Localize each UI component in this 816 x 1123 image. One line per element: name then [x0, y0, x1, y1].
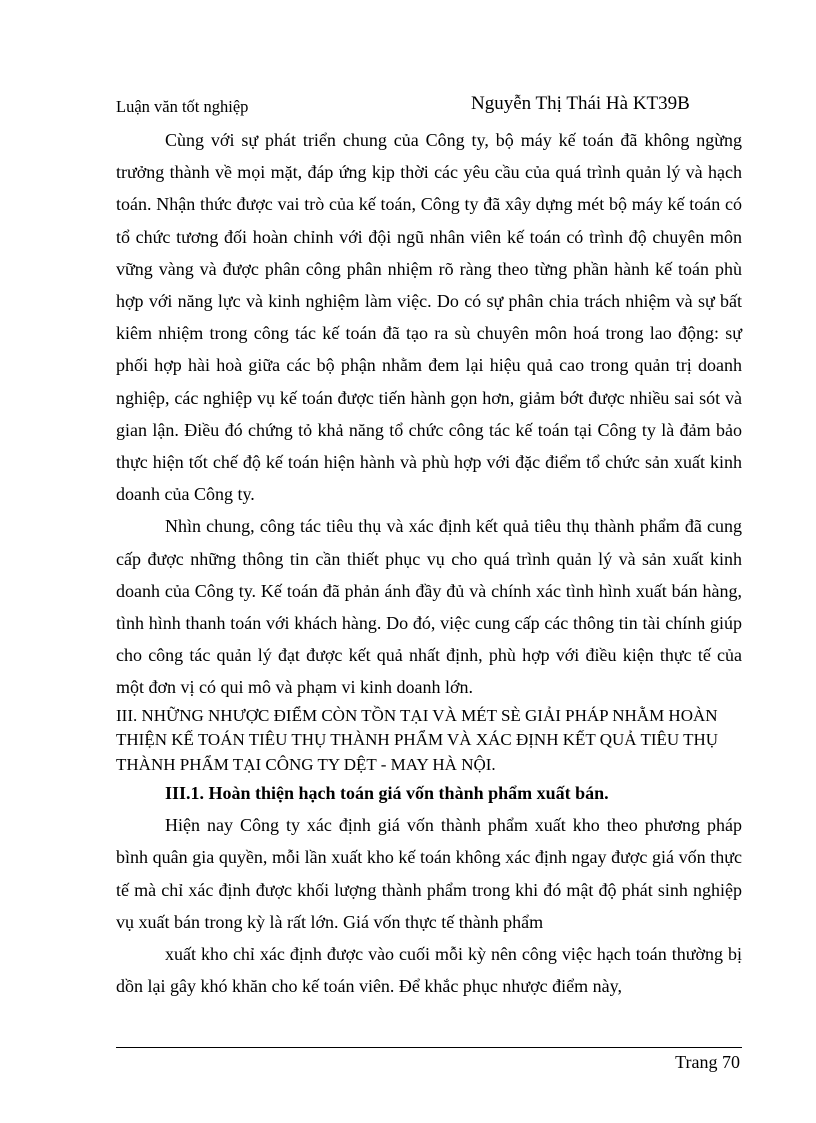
page-number: Trang 70 [675, 1052, 740, 1072]
paragraph-1: Cùng với sự phát triển chung của Công ty, bộ máy kế toán đã không ngừng trưởng thành về mọi mặt, đáp ứng kịp thời các yêu cầu của quá trình quản lý và hạch toán. Nhận thức được vai trò của kế toán, Công ty đã xây dựng mét bộ máy kế toán có tổ chức tương đối hoàn chỉnh với đội ngũ nhân viên kế toán có trình độ chuyên môn vững vàng và được phân công phân nhiệm rõ ràng theo từng phần hành kế toán phù hợp với năng lực và kinh nghiệm làm việc. Do có sự phân chia trách nhiệm và sự bất kiêm nhiệm trong công tác kế toán đã tạo ra sù chuyên môn hoá trong lao động: sự phối hợp hài hoà giữa các bộ phận nhằm đem lại hiệu quả cao trong quản trị doanh nghiệp, các nghiệp vụ kế toán được tiến hành gọn hơn, giảm bớt được nhiều sai sót và gian lận. Điều đó chứng tỏ khả năng tổ chức công tác kế toán tại Công ty là đảm bảo thực hiện tốt chế độ kế toán hiện hành và phù hợp với đặc điểm tổ chức sản xuất kinh doanh của Công ty. [116, 130, 742, 505]
paragraph-4: xuất kho chỉ xác định được vào cuối mỗi kỳ nên công việc hạch toán thường bị dồn lại gây khó khăn cho kế toán viên. Để khắc phục nhược điểm này, [116, 943, 742, 997]
header-author: Nguyễn Thị Thái Hà KT39B [471, 93, 690, 114]
footer-divider [116, 1047, 742, 1048]
section-title: III. NHỮNG NHƯỢC ĐIỂM CÒN TỒN TẠI VÀ MÉT SÈ GIẢI PHÁP NHẰM HOÀN THIỆN KẾ TOÁN TIÊU THỤ THÀNH PHẨM VÀ XÁC ĐỊNH KẾT QUẢ TIÊU THỤ THÀNH PHẨM TẠI CÔNG TY DỆT - MAY HÀ NỘI. [116, 705, 719, 774]
header-thesis-label: Luận văn tốt nghiệp [116, 97, 249, 116]
document-body [116, 124, 742, 1002]
paragraph-3: Hiện nay Công ty xác định giá vốn thành phẩm xuất kho theo phương pháp bình quân gia quyền, mỗi lần xuất kho kế toán không xác định ngay được giá vốn thực tế mà chỉ xác định được khối lượng thành phẩm trong khi đó mật độ phát sinh nghiệp vụ xuất bán trong kỳ là rất lớn. Giá vốn thực tế thành phẩm [116, 815, 742, 932]
subsection-heading: III.1. Hoàn thiện hạch toán giá vốn thành phẩm xuất bán. [165, 783, 609, 804]
paragraph-2: Nhìn chung, công tác tiêu thụ và xác định kết quả tiêu thụ thành phẩm đã cung cấp được những thông tin cần thiết phục vụ cho quá trình quản lý và sản xuất kinh doanh của Công ty. Kế toán đã phản ánh đầy đủ và chính xác tình hình xuất bán hàng, tình hình thanh toán với khách hàng. Do đó, việc cung cấp các thông tin tài chính giúp cho công tác quản lý đạt được kết quả nhất định, phù hợp với điều kiện thực tế của một đơn vị có qui mô và phạm vi kinh doanh lớn. [116, 516, 742, 698]
page-header [116, 93, 742, 121]
